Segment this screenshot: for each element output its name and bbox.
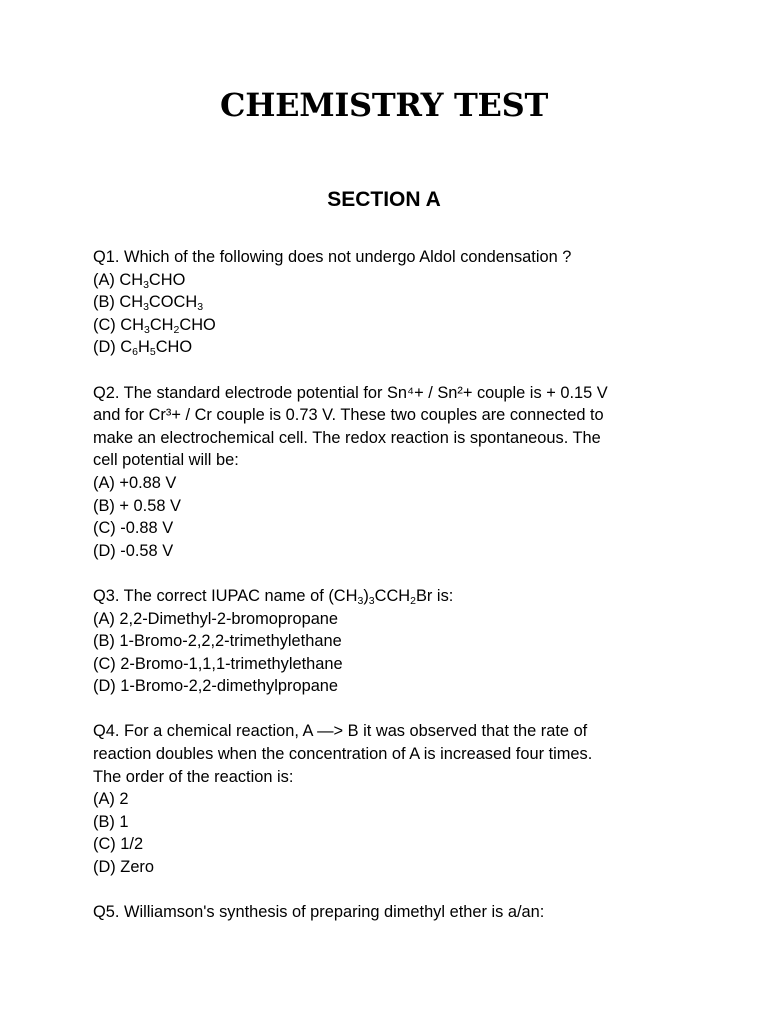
question-line (93, 495, 693, 518)
section-heading: SECTION A (327, 188, 441, 211)
text-segment: (A) CH (93, 270, 144, 289)
question-line (93, 336, 693, 359)
question-text (93, 382, 693, 405)
question-block (93, 585, 693, 698)
question-line (93, 833, 693, 856)
question-text (93, 585, 693, 608)
text-segment: The order of the reaction is: (93, 767, 294, 786)
text-segment: CHO (179, 315, 216, 334)
question-line (93, 788, 693, 811)
page-title: CHEMISTRY TEST (220, 86, 548, 124)
text-segment: (D) Zero (93, 858, 155, 877)
subscript: 2 (410, 594, 416, 607)
question-line (93, 608, 693, 631)
text-segment: Q1. Which of the following does not undergo Aldol condensation ? (93, 248, 572, 266)
question-line (93, 540, 693, 563)
text-segment: (A) 2,2-Dimethyl-2-bromopropane (93, 609, 339, 628)
text-segment: Br is: (415, 586, 454, 605)
subscript: 3 (197, 301, 204, 314)
text-segment: (B) + 0.58 V (93, 496, 181, 515)
text-segment: (A) +0.88 V (93, 473, 177, 492)
question-line (93, 472, 693, 495)
question-line (93, 675, 693, 698)
subscript: 5 (149, 346, 156, 359)
question-block (93, 901, 693, 924)
text-segment: CH (149, 315, 174, 334)
question-line (93, 811, 693, 834)
text-segment: (D) -0.58 V (93, 541, 174, 560)
question-block (93, 720, 693, 878)
question-line (93, 449, 693, 472)
text-segment: (A) 2 (93, 790, 129, 809)
question-line (93, 291, 693, 314)
subscript: 6 (132, 346, 138, 359)
subscript: 3 (143, 323, 150, 336)
text-segment: (C) 2-Bromo-1,1,1-trimethylethane (93, 654, 343, 673)
question-line (93, 856, 693, 879)
subscript: 3 (357, 594, 364, 607)
text-segment: make an electrochemical cell. The redox reaction is spontaneous. The (93, 428, 601, 447)
text-segment: reaction doubles when the concentration of A is increased four times. (93, 745, 593, 764)
question-text (93, 720, 693, 743)
question-line (93, 404, 693, 427)
question-block (93, 246, 693, 359)
text-segment: Q5. Williamson's synthesis of preparing dimethyl ether is a/an: (93, 903, 545, 922)
subscript: 3 (143, 278, 149, 291)
subscript: 3 (143, 301, 149, 314)
text-segment: (B) 1-Bromo-2,2,2-trimethylethane (93, 632, 342, 651)
text-segment: (C) CH (93, 315, 144, 334)
text-segment: (D) 1-Bromo-2,2-dimethylpropane (93, 677, 339, 696)
question-line (93, 314, 693, 337)
text-segment: (D) C (93, 338, 133, 357)
text-segment: CCH (374, 586, 411, 605)
text-segment: COCH (148, 293, 198, 312)
text-segment: CHO (155, 338, 193, 357)
text-segment: CHO (148, 270, 186, 289)
text-segment: (B) CH (93, 293, 144, 312)
text-segment: (B) 1 (93, 812, 129, 831)
text-segment: (C) 1/2 (93, 835, 144, 854)
text-segment: Q4. For a chemical reaction, A —> B it was observed that the rate of (93, 722, 588, 741)
question-line (93, 743, 693, 766)
text-segment: Q3. The correct IUPAC name of (CH (93, 586, 358, 605)
text-segment: H (138, 338, 150, 357)
question-line (93, 427, 693, 450)
question-block (93, 382, 693, 563)
question-list (93, 246, 693, 946)
text-segment: cell potential will be: (93, 451, 239, 470)
text-segment: and for Cr³+ / Cr couple is 0.73 V. These two couples are connected to (93, 406, 604, 425)
question-text (93, 901, 693, 924)
text-segment: (C) -0.88 V (93, 519, 174, 538)
subscript: 2 (173, 323, 180, 336)
question-line (93, 269, 693, 292)
question-line (93, 517, 693, 540)
question-line (93, 653, 693, 676)
text-segment: ) (363, 586, 369, 605)
subscript: 3 (368, 594, 375, 607)
text-segment: Q2. The standard electrode potential for Sn⁴+ / Sn²+ couple is + 0.15 V (93, 383, 608, 402)
question-line (93, 766, 693, 789)
question-text (93, 246, 693, 269)
question-line (93, 630, 693, 653)
